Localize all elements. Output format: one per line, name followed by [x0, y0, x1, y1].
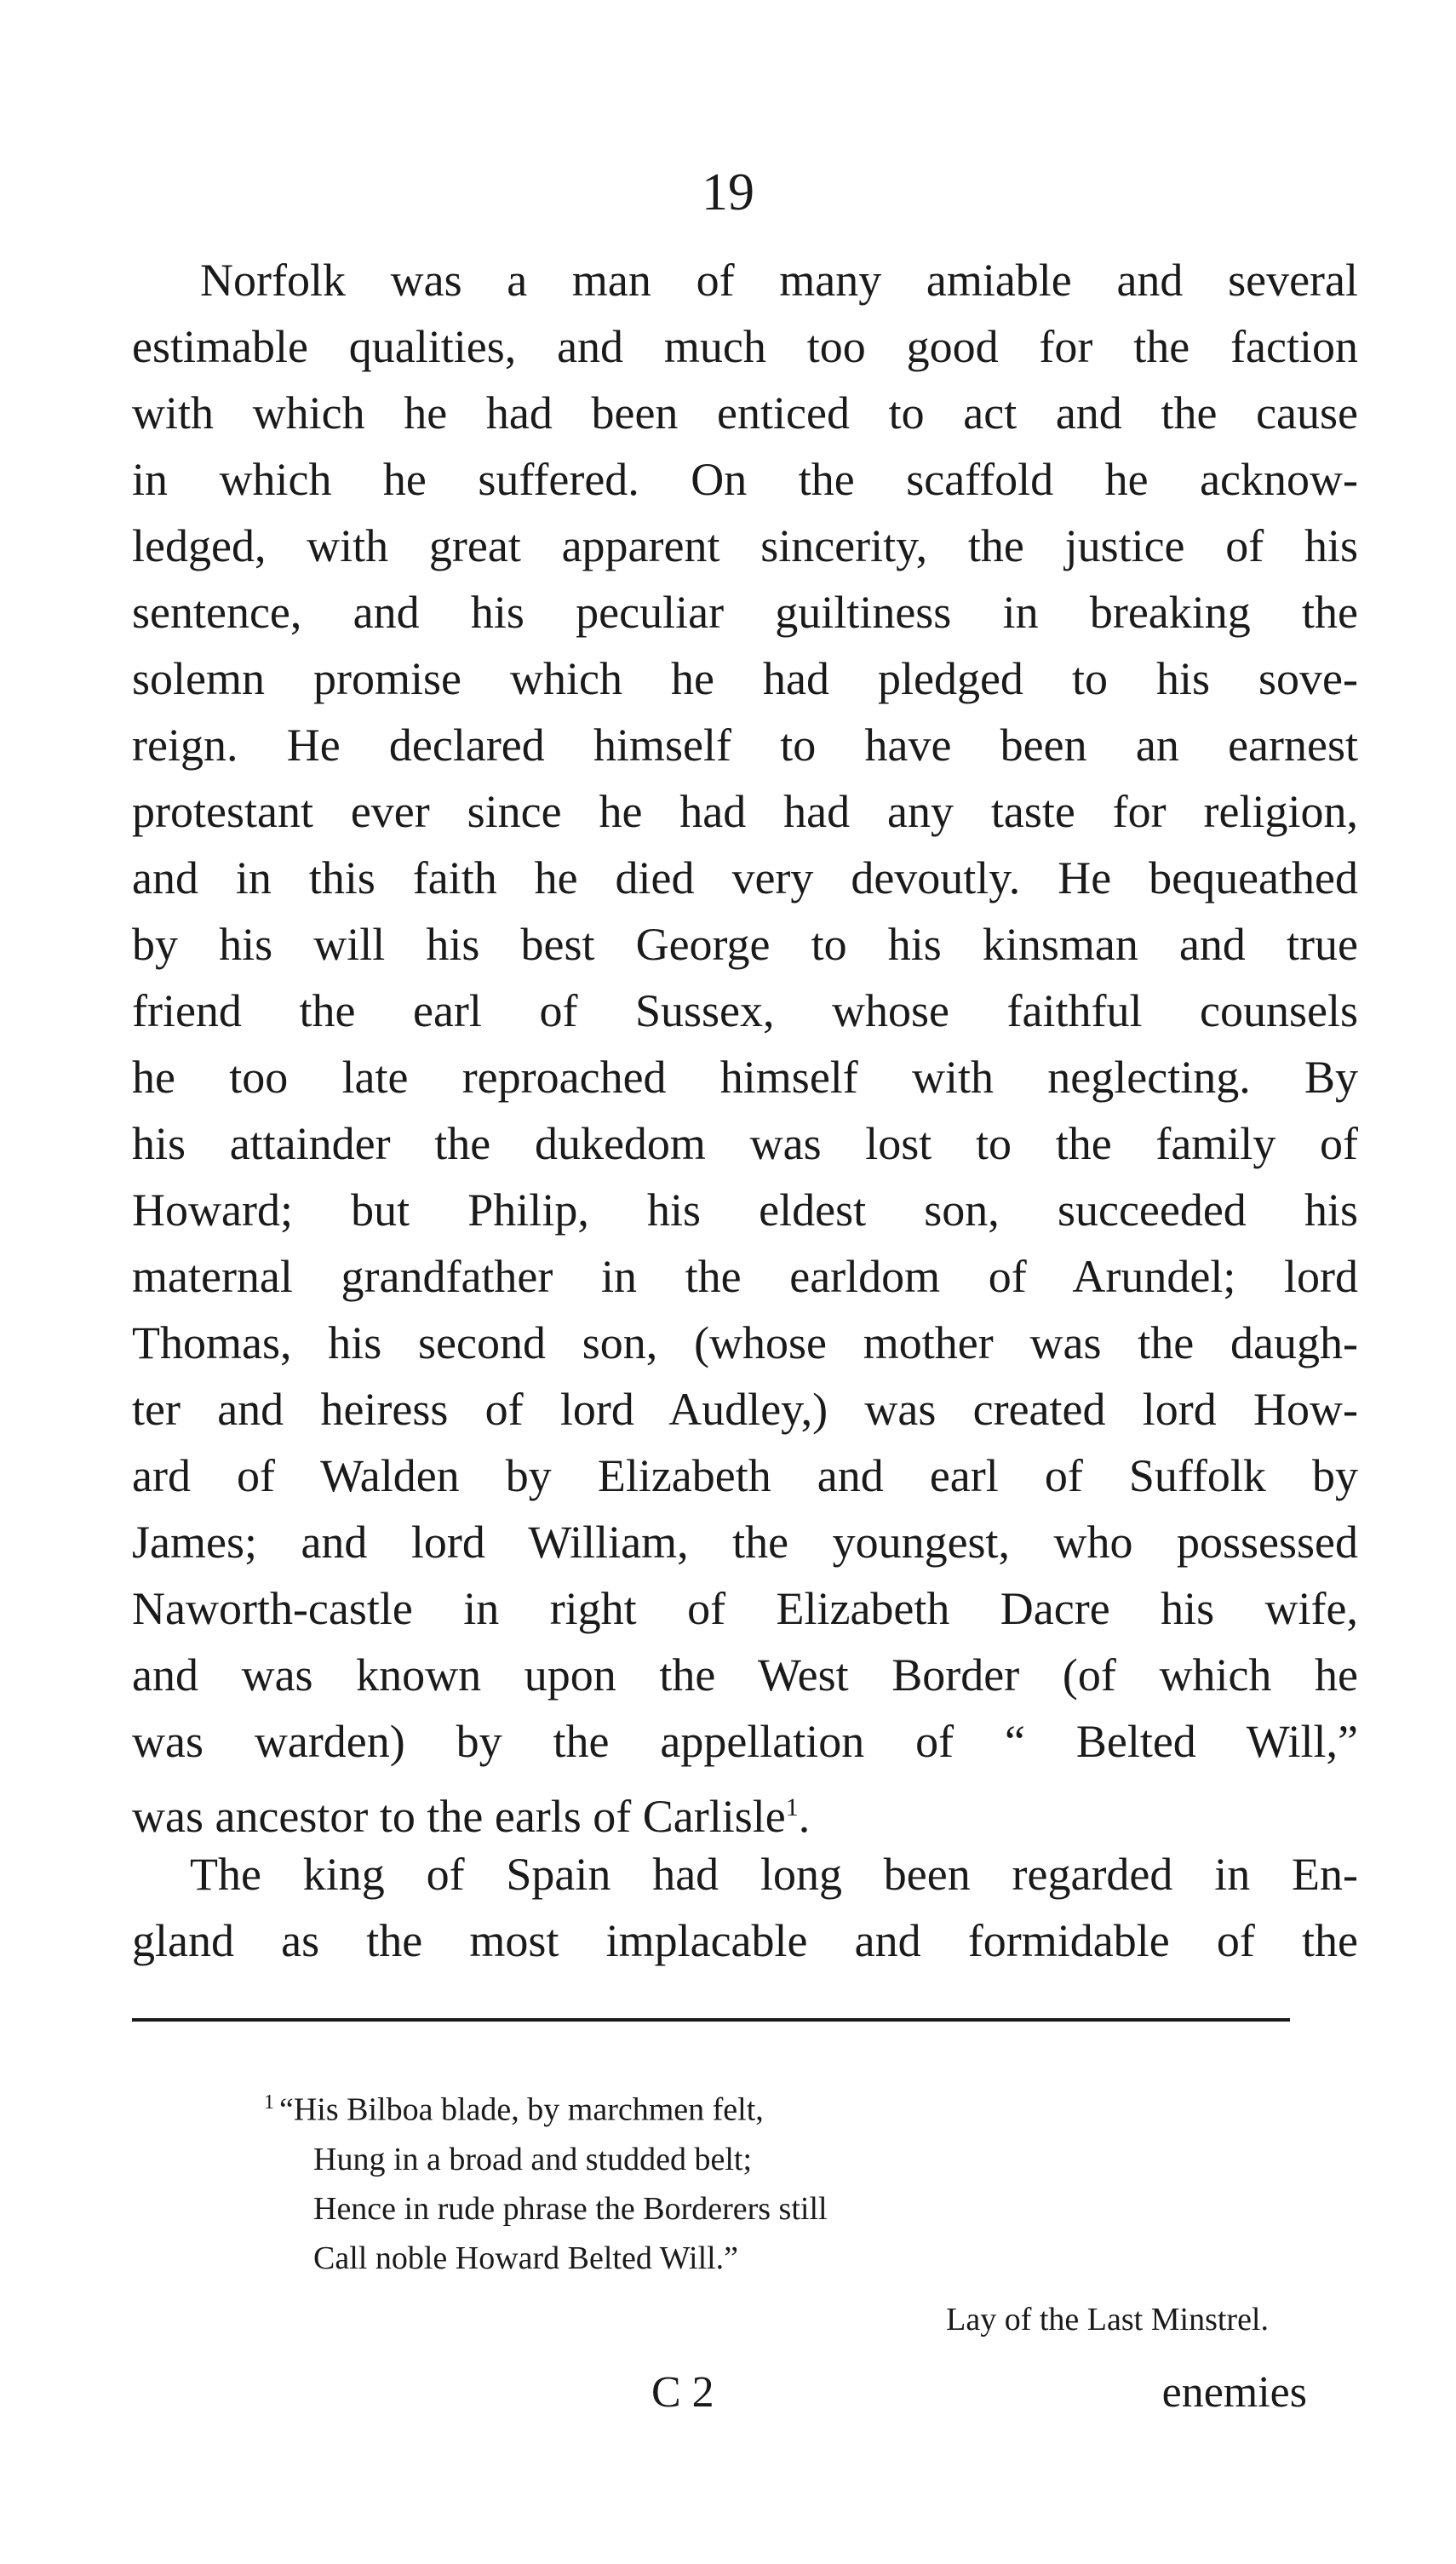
text-line: ledged, with great apparent sincerity, the justice of his	[132, 520, 1358, 571]
text-line: and was known upon the West Border (of which he	[132, 1649, 1358, 1701]
footnote-line: Hence in rude phrase the Borderers still	[313, 2190, 828, 2227]
text-line: and in this faith he died very devoutly. He bequeathed	[132, 852, 1358, 903]
text-line: friend the earl of Sussex, whose faithful counsels	[132, 985, 1358, 1036]
footnote-citation: Lay of the Last Minstrel.	[946, 2301, 1269, 2337]
text-line: ter and heiress of lord Audley,) was created lord How-	[132, 1384, 1358, 1435]
text-line: Thomas, his second son, (whose mother was the daugh-	[132, 1317, 1358, 1368]
sentence-end: .	[798, 1791, 811, 1842]
footnote-divider	[132, 2018, 1290, 2022]
footnote-reference: 1	[785, 1793, 799, 1821]
text-line: by his will his best George to his kinsman and true	[132, 919, 1358, 970]
footnote	[264, 2078, 1286, 2344]
text-line: with which he had been enticed to act and the cause	[132, 387, 1358, 439]
text-line: solemn promise which he had pledged to his sove-	[132, 653, 1358, 704]
text-line: his attainder the dukedom was lost to the family of	[132, 1118, 1358, 1169]
footnote-line: Hung in a broad and studded belt;	[313, 2141, 753, 2177]
text-line: he too late reproached himself with neglecting. By	[132, 1052, 1358, 1103]
text-line: in which he suffered. On the scaffold he acknow-	[132, 454, 1358, 505]
text-line: Naworth-castle in right of Elizabeth Dacre his wife,	[132, 1583, 1358, 1634]
footnote-line: Call noble Howard Belted Will.”	[313, 2240, 739, 2276]
text-line: Howard; but Philip, his eldest son, succeeded his	[132, 1184, 1358, 1236]
signature-mark: C 2	[651, 2368, 714, 2417]
text-line: was ancestor to the earls of Carlisle	[132, 1791, 786, 1842]
text-line-with-note	[132, 1775, 1358, 1841]
text-line: reign. He declared himself to have been an earnest	[132, 720, 1358, 771]
text-line: ard of Walden by Elizabeth and earl of Suffolk by	[132, 1450, 1358, 1501]
text-line: was warden) by the appellation of “ Belted Will,”	[132, 1716, 1358, 1767]
text-line: The king of Spain had long been regarded in En-	[190, 1849, 1358, 1900]
footnote-marker: 1	[264, 2091, 274, 2114]
text-line: sentence, and his peculiar guiltiness in breaking the	[132, 587, 1358, 638]
page-footer	[132, 2367, 1307, 2418]
catchword: enemies	[1161, 2368, 1307, 2417]
text-line: Norfolk was a man of many amiable and several	[200, 255, 1358, 306]
text-line: estimable qualities, and much too good for the faction	[132, 321, 1358, 372]
text-line: maternal grandfather in the earldom of Arundel; lord	[132, 1251, 1358, 1302]
page-number: 19	[702, 163, 754, 221]
main-text	[132, 247, 1358, 1974]
text-line: protestant ever since he had had any taste for religion,	[132, 786, 1358, 837]
footnote-line	[264, 2078, 1286, 2135]
text-line: gland as the most implacable and formidable of the	[132, 1915, 1358, 1966]
text-line: James; and lord William, the youngest, who possessed	[132, 1517, 1358, 1568]
footnote-text: “His Bilboa blade, by marchmen felt,	[279, 2091, 764, 2128]
